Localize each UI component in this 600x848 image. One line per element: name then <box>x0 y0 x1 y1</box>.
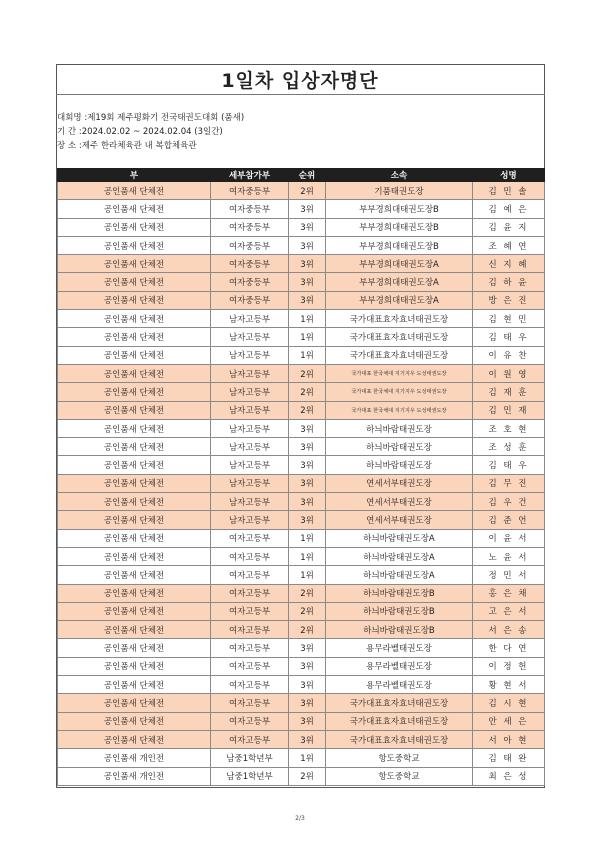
cell-name: 서 아 현 <box>473 730 545 748</box>
info-label: 기 간 : <box>57 127 82 137</box>
cell-rank: 1위 <box>289 547 326 565</box>
cell-team: 하늬바람태권도장A <box>326 529 473 547</box>
cell-division: 공인품새 단체전 <box>58 364 211 382</box>
cell-category: 여자고등부 <box>211 657 289 675</box>
table-row <box>58 730 545 748</box>
table-row <box>58 383 545 401</box>
cell-division: 공인품새 단체전 <box>58 676 211 694</box>
cell-category: 여자고등부 <box>211 712 289 730</box>
cell-team: 국가대표효자효녀태권도장 <box>326 694 473 712</box>
cell-team: 하늬바람태권도장B <box>326 602 473 620</box>
cell-team: 국가대표효자효녀태권도장 <box>326 712 473 730</box>
cell-category: 여자고등부 <box>211 584 289 602</box>
table-row <box>58 401 545 419</box>
results-table <box>57 168 545 786</box>
cell-rank: 2위 <box>289 767 326 785</box>
table-row <box>58 273 545 291</box>
cell-category: 여자중등부 <box>211 291 289 309</box>
table-row <box>58 749 545 767</box>
table-row <box>58 493 545 511</box>
cell-division: 공인품새 단체전 <box>58 401 211 419</box>
table-row <box>58 364 545 382</box>
info-venue <box>57 140 197 153</box>
cell-team: 기품태권도장 <box>326 182 473 200</box>
cell-team: 국가대표효자효녀태권도장 <box>326 346 473 364</box>
cell-category: 남자고등부 <box>211 493 289 511</box>
table-header-row <box>58 169 545 182</box>
table-row <box>58 511 545 529</box>
cell-category: 남자고등부 <box>211 474 289 492</box>
cell-team: 항도중학교 <box>326 767 473 785</box>
cell-division: 공인품새 단체전 <box>58 511 211 529</box>
cell-rank: 3위 <box>289 236 326 254</box>
document-title: 1일차 입상자명단 <box>221 70 379 92</box>
cell-division: 공인품새 단체전 <box>58 182 211 200</box>
cell-name: 홍 은 채 <box>473 584 545 602</box>
cell-division: 공인품새 단체전 <box>58 639 211 657</box>
column-header-division: 부 <box>58 169 211 182</box>
table-row <box>58 438 545 456</box>
cell-name: 황 현 서 <box>473 676 545 694</box>
cell-name: 김 하 윤 <box>473 273 545 291</box>
cell-name: 김 태 우 <box>473 456 545 474</box>
cell-name: 조 혜 연 <box>473 236 545 254</box>
cell-name: 조 호 현 <box>473 419 545 437</box>
cell-category: 남자고등부 <box>211 419 289 437</box>
cell-category: 여자중등부 <box>211 182 289 200</box>
cell-category: 여자중등부 <box>211 236 289 254</box>
table-row <box>58 310 545 328</box>
cell-team: 국가대표효자효녀태권도장 <box>326 328 473 346</box>
cell-team: 부부경희대태권도장A <box>326 255 473 273</box>
cell-team: 하늬바람태권도장A <box>326 547 473 565</box>
table-row <box>58 200 545 218</box>
cell-category: 여자고등부 <box>211 621 289 639</box>
table-row <box>58 419 545 437</box>
table-row <box>58 621 545 639</box>
cell-rank: 1위 <box>289 328 326 346</box>
column-header-rank: 순위 <box>289 169 326 182</box>
cell-rank: 2위 <box>289 383 326 401</box>
cell-team: 연세서부태권도장 <box>326 474 473 492</box>
cell-category: 여자중등부 <box>211 200 289 218</box>
cell-name: 방 은 진 <box>473 291 545 309</box>
cell-rank: 3위 <box>289 694 326 712</box>
table-row <box>58 712 545 730</box>
column-header-team: 소속 <box>326 169 473 182</box>
table-row <box>58 255 545 273</box>
cell-name: 김 태 완 <box>473 749 545 767</box>
cell-division: 공인품새 단체전 <box>58 328 211 346</box>
cell-team: 하늬바람태권도장 <box>326 438 473 456</box>
cell-category: 여자중등부 <box>211 255 289 273</box>
cell-division: 공인품새 단체전 <box>58 694 211 712</box>
cell-rank: 3위 <box>289 200 326 218</box>
info-value: 2024.02.02 ~ 2024.02.04 (3일간) <box>81 127 223 137</box>
cell-category: 여자고등부 <box>211 694 289 712</box>
cell-rank: 1위 <box>289 310 326 328</box>
info-event <box>57 112 244 125</box>
cell-division: 공인품새 단체전 <box>58 584 211 602</box>
cell-team: 부부경희대태권도장A <box>326 273 473 291</box>
cell-category: 여자고등부 <box>211 547 289 565</box>
cell-team: 하늬바람태권도장B <box>326 584 473 602</box>
cell-team: 부부경희대태권도장A <box>326 291 473 309</box>
cell-category: 여자고등부 <box>211 602 289 620</box>
cell-name: 김 준 언 <box>473 511 545 529</box>
cell-rank: 1위 <box>289 749 326 767</box>
cell-team: 하늬바람태권도장 <box>326 419 473 437</box>
cell-name: 최 은 성 <box>473 767 545 785</box>
cell-division: 공인품새 단체전 <box>58 529 211 547</box>
cell-rank: 3위 <box>289 511 326 529</box>
cell-division: 공인품새 단체전 <box>58 493 211 511</box>
cell-division: 공인품새 단체전 <box>58 438 211 456</box>
cell-rank: 1위 <box>289 529 326 547</box>
table-row <box>58 657 545 675</box>
table-row <box>58 694 545 712</box>
info-label: 장 소 : <box>57 141 82 151</box>
cell-team: 하늬바람태권도장 <box>326 456 473 474</box>
table-row <box>58 584 545 602</box>
cell-division: 공인품새 단체전 <box>58 602 211 620</box>
cell-rank: 3위 <box>289 657 326 675</box>
cell-division: 공인품새 개인전 <box>58 749 211 767</box>
cell-category: 남자고등부 <box>211 401 289 419</box>
cell-rank: 3위 <box>289 438 326 456</box>
cell-name: 이 윤 서 <box>473 529 545 547</box>
cell-rank: 2위 <box>289 602 326 620</box>
table-row <box>58 602 545 620</box>
table-row <box>58 547 545 565</box>
cell-name: 김 윤 지 <box>473 218 545 236</box>
cell-rank: 3위 <box>289 676 326 694</box>
cell-division: 공인품새 단체전 <box>58 621 211 639</box>
table-row <box>58 182 545 200</box>
cell-category: 남자고등부 <box>211 383 289 401</box>
table-row <box>58 328 545 346</box>
cell-team: 용무라벨태권도장 <box>326 676 473 694</box>
info-period <box>57 126 223 139</box>
info-value: 제19회 제주평화기 전국태권도대회 (품새) <box>87 113 245 123</box>
cell-rank: 3위 <box>289 419 326 437</box>
cell-name: 서 은 송 <box>473 621 545 639</box>
cell-rank: 3위 <box>289 291 326 309</box>
cell-rank: 1위 <box>289 346 326 364</box>
cell-division: 공인품새 단체전 <box>58 346 211 364</box>
cell-category: 남자고등부 <box>211 456 289 474</box>
cell-name: 김 우 건 <box>473 493 545 511</box>
cell-name: 한 다 연 <box>473 639 545 657</box>
cell-rank: 3위 <box>289 255 326 273</box>
table-row <box>58 236 545 254</box>
cell-name: 김 예 은 <box>473 200 545 218</box>
cell-team: 국가대표 한국체대 지기지우 도성태권도장 <box>326 383 473 401</box>
cell-category: 남중1학년부 <box>211 767 289 785</box>
cell-rank: 3위 <box>289 456 326 474</box>
cell-name: 김 민 재 <box>473 401 545 419</box>
cell-division: 공인품새 단체전 <box>58 200 211 218</box>
cell-division: 공인품새 단체전 <box>58 730 211 748</box>
cell-name: 조 성 훈 <box>473 438 545 456</box>
cell-team: 연세서부태권도장 <box>326 493 473 511</box>
cell-team: 국가대표효자효녀태권도장 <box>326 730 473 748</box>
results-body <box>58 182 545 786</box>
cell-rank: 2위 <box>289 621 326 639</box>
cell-rank: 2위 <box>289 182 326 200</box>
cell-rank: 2위 <box>289 364 326 382</box>
cell-division: 공인품새 단체전 <box>58 383 211 401</box>
table-row <box>58 456 545 474</box>
table-row <box>58 218 545 236</box>
table-row <box>58 639 545 657</box>
cell-category: 여자중등부 <box>211 273 289 291</box>
cell-name: 이 유 찬 <box>473 346 545 364</box>
cell-category: 남자고등부 <box>211 438 289 456</box>
cell-team: 하늬바람태권도장B <box>326 621 473 639</box>
cell-division: 공인품새 단체전 <box>58 218 211 236</box>
table-row <box>58 566 545 584</box>
cell-category: 남자고등부 <box>211 346 289 364</box>
cell-division: 공인품새 단체전 <box>58 236 211 254</box>
cell-rank: 2위 <box>289 584 326 602</box>
column-header-category: 세부참가부 <box>211 169 289 182</box>
cell-team: 부부경희대태권도장B <box>326 200 473 218</box>
cell-team: 용무라벨태권도장 <box>326 657 473 675</box>
cell-name: 이 정 헌 <box>473 657 545 675</box>
cell-category: 여자중등부 <box>211 218 289 236</box>
cell-division: 공인품새 단체전 <box>58 566 211 584</box>
cell-category: 남자고등부 <box>211 328 289 346</box>
cell-division: 공인품새 단체전 <box>58 273 211 291</box>
cell-division: 공인품새 단체전 <box>58 255 211 273</box>
cell-rank: 3위 <box>289 493 326 511</box>
cell-name: 김 현 민 <box>473 310 545 328</box>
cell-division: 공인품새 단체전 <box>58 657 211 675</box>
cell-category: 남자고등부 <box>211 310 289 328</box>
cell-category: 여자고등부 <box>211 566 289 584</box>
cell-team: 항도중학교 <box>326 749 473 767</box>
cell-name: 김 재 훈 <box>473 383 545 401</box>
cell-division: 공인품새 단체전 <box>58 474 211 492</box>
column-header-name: 성명 <box>473 169 545 182</box>
cell-name: 김 시 현 <box>473 694 545 712</box>
cell-category: 남자고등부 <box>211 364 289 382</box>
cell-name: 신 지 혜 <box>473 255 545 273</box>
cell-team: 국가대표 한국체대 지기지우 도성태권도장 <box>326 364 473 382</box>
cell-category: 여자고등부 <box>211 529 289 547</box>
cell-rank: 3위 <box>289 474 326 492</box>
cell-rank: 3위 <box>289 218 326 236</box>
cell-team: 국가대표효자효녀태권도장 <box>326 310 473 328</box>
cell-rank: 3위 <box>289 712 326 730</box>
cell-rank: 1위 <box>289 566 326 584</box>
page-number: 2/3 <box>295 815 305 822</box>
table-row <box>58 767 545 785</box>
cell-division: 공인품새 단체전 <box>58 310 211 328</box>
cell-category: 남중1학년부 <box>211 749 289 767</box>
table-row <box>58 291 545 309</box>
cell-name: 이 원 영 <box>473 364 545 382</box>
cell-division: 공인품새 단체전 <box>58 712 211 730</box>
cell-category: 남자고등부 <box>211 511 289 529</box>
table-row <box>58 474 545 492</box>
cell-name: 김 무 진 <box>473 474 545 492</box>
cell-name: 고 은 서 <box>473 602 545 620</box>
table-row <box>58 346 545 364</box>
cell-division: 공인품새 단체전 <box>58 456 211 474</box>
cell-division: 공인품새 단체전 <box>58 291 211 309</box>
cell-division: 공인품새 단체전 <box>58 419 211 437</box>
title-divider <box>56 94 545 95</box>
cell-category: 여자고등부 <box>211 676 289 694</box>
cell-rank: 3위 <box>289 730 326 748</box>
cell-division: 공인품새 단체전 <box>58 547 211 565</box>
cell-rank: 3위 <box>289 639 326 657</box>
cell-name: 안 세 은 <box>473 712 545 730</box>
cell-name: 김 태 우 <box>473 328 545 346</box>
cell-category: 여자고등부 <box>211 730 289 748</box>
cell-name: 노 윤 서 <box>473 547 545 565</box>
cell-team: 연세서부태권도장 <box>326 511 473 529</box>
cell-team: 부부경희대태권도장B <box>326 236 473 254</box>
cell-category: 여자고등부 <box>211 639 289 657</box>
cell-team: 국가대표 한국체대 지기지우 도성태권도장 <box>326 401 473 419</box>
cell-name: 정 민 서 <box>473 566 545 584</box>
cell-name: 김 민 솔 <box>473 182 545 200</box>
cell-rank: 3위 <box>289 273 326 291</box>
cell-team: 하늬바람태권도장A <box>326 566 473 584</box>
cell-rank: 2위 <box>289 401 326 419</box>
info-label: 대회명 : <box>57 113 88 123</box>
cell-team: 부부경희대태권도장B <box>326 218 473 236</box>
table-row <box>58 529 545 547</box>
info-value: 제주 한라체육관 내 복합체육관 <box>81 141 197 151</box>
cell-division: 공인품새 개인전 <box>58 767 211 785</box>
table-row <box>58 676 545 694</box>
cell-team: 용무라벨태권도장 <box>326 639 473 657</box>
